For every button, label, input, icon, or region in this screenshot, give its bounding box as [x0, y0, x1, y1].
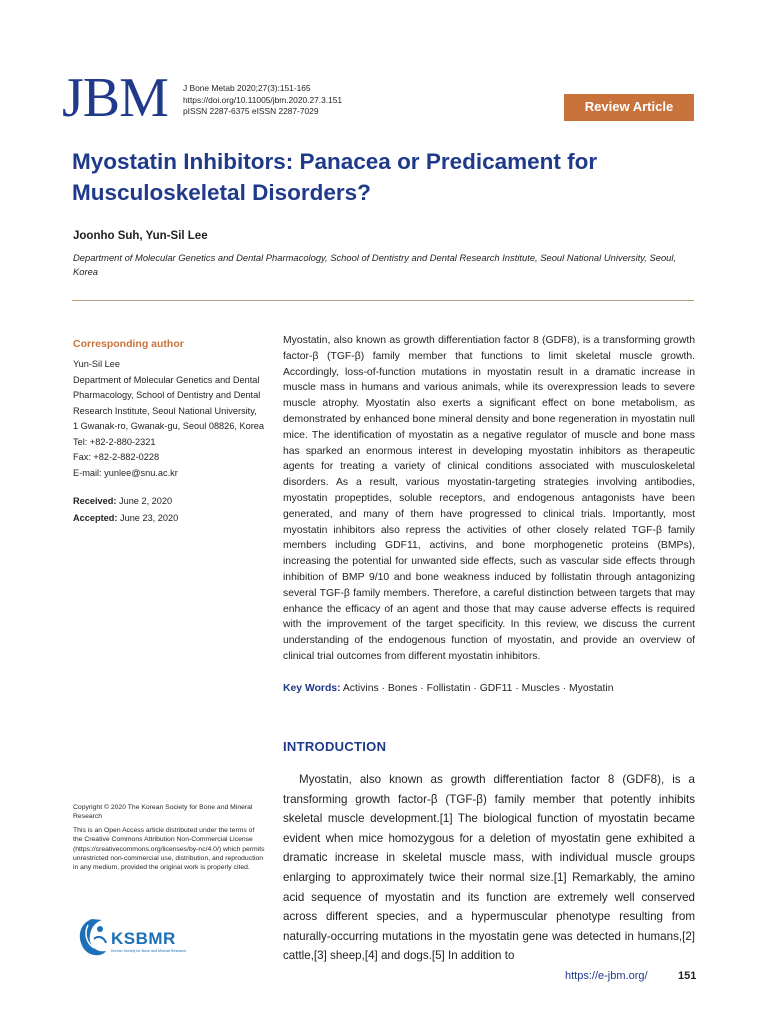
- corr-line: 1 Gwanak-ro, Gwanak-gu, Seoul 08826, Korea: [73, 421, 265, 431]
- accepted-date: [73, 513, 178, 523]
- abstract-text: Myostatin, also known as growth differentiation factor 8 (GDF8), is a transforming growth factor-β (TGF-β) family member that functions to limit skeletal muscle growth. Accordingly, loss-of-function mutations in myostatin result in a dramatic increase in muscle mass in humans and various animals, while its overexpression leads to severe muscle atrophy. Myostatin also exerts a significant effect on bone metabolism, as demonstrated by enhanced bone mineral density and bone regeneration in myostatin null mice. The identification of myostatin as a negative regulator of muscle and bone mass has sparked an enormous interest in developing myostatin inhibitors as therapeutic agents for treating a variety of clinical conditions associated with musculoskeletal disorders. As a result, various myostatin-targeting strategies involving antibodies, myostatin propeptides, soluble receptors, and endogenous antagonists have been generated, and many of them have progressed to clinical trials. Importantly, most myostatin inhibitors also repress the activities of other closely related TGF-β family members including GDF11, activins, and bone morphogenetic proteins (BMPs), increasing the potential for unwanted side effects, such as vascular side effects through inhibition of BMP 9/10 and bone weakness induced by follistatin through antagonizing several TGF-β family members. Therefore, a careful distinction between targets that may enhance the efficacy of an agent and those that may cause adverse effects is required with the improvement of the target specificity. In this review, we discuss the current understanding of the endogenous function of myostatin, and provide an overview of clinical trial outcomes from different myostatin inhibitors.: [283, 335, 695, 662]
- copyright-line: Copyright © 2020 The Korean Society for Bone and Mineral Research: [73, 804, 253, 821]
- corr-line: Research Institute, Seoul National University,: [73, 405, 257, 416]
- article-authors: Joonho Suh, Yun-Sil Lee: [73, 230, 208, 242]
- accepted-value: June 23, 2020: [119, 513, 179, 523]
- ksbmr-logo-subtext: Korean Society for Bone and Mineral Research: [111, 949, 187, 953]
- journal-doi[interactable]: https://doi.org/10.11005/jbm.2020.27.3.151: [183, 94, 343, 105]
- introduction-text: Myostatin, also known as growth differentiation factor 8 (GDF8), is a transforming growth factor-β (TGF-β) family member that potently inhibits skeletal muscle development.[1] The biological function of myostatin became evident when mice homozygous for a deletion of myostatin gene exhibited a dramatic increase in skeletal muscle mass, with individual muscle groups enlarging to approximately twice their normal size.[1] Remarkably, the amino acid sequence of myostatin and its function are extremely well conserved across different species, and a hypermuscular phenotype resulting from naturally-occurring mutations in the myostatin gene was detected in humans,[2] cattle,[3] sheep,[4] and dogs.[5] In addition to: [283, 773, 695, 963]
- corresponding-author-heading: Corresponding author: [73, 338, 184, 350]
- footer-url-link[interactable]: https://e-jbm.org/: [565, 970, 648, 982]
- corr-line: Yun-Sil Lee: [73, 359, 120, 369]
- journal-logo: JBM: [62, 67, 168, 129]
- accepted-label: Accepted:: [73, 513, 118, 523]
- article-affiliation: Department of Molecular Genetics and Dental Pharmacology, School of Dentistry and Dental Research Institute, Seoul National University, Seoul, Korea: [73, 252, 677, 277]
- corr-line: Department of Molecular Genetics and Dental: [73, 374, 260, 385]
- received-date: [73, 496, 172, 506]
- badge-underline: [564, 120, 694, 121]
- keywords-label: Key Words:: [283, 683, 341, 694]
- article-title: Myostatin Inhibitors: Panacea or Predicament for Musculoskeletal Disorders?: [72, 149, 598, 205]
- page-number: 151: [678, 970, 697, 982]
- corr-line: Pharmacology, School of Dentistry and Dental: [73, 390, 261, 400]
- received-value: June 2, 2020: [118, 496, 173, 506]
- license-text: This is an Open Access article distributed under the terms of the Creative Commons Attribution Non-Commercial License (https://creativecommons.org/licenses/by-nc/4.0/) which permits unrestricted non-commercial use, distribution, and reproduction in any medium, provided the original work is properly cited.: [73, 826, 265, 872]
- introduction-heading: INTRODUCTION: [283, 739, 387, 754]
- article-type-badge: Review Article: [564, 94, 694, 120]
- keywords-list: Activins · Bones · Follistatin · GDF11 · Muscles · Myostatin: [342, 683, 614, 694]
- header-divider: [72, 300, 694, 301]
- journal-info: [183, 83, 342, 118]
- keywords: [283, 683, 613, 694]
- journal-issn: pISSN 2287-6375 eISSN 2287-7029: [183, 106, 319, 116]
- copyright-block: [73, 803, 265, 873]
- corr-line: Fax: +82-2-882-0228: [73, 452, 160, 462]
- corr-line: Tel: +82-2-880-2321: [73, 436, 156, 447]
- corr-email[interactable]: E-mail: yunlee@snu.ac.kr: [73, 467, 178, 478]
- journal-citation: J Bone Metab 2020;27(3):151-165: [183, 83, 311, 93]
- received-label: Received:: [73, 496, 117, 506]
- ksbmr-logo-text: KSBMR: [111, 929, 176, 948]
- corresponding-author-details: [73, 357, 265, 481]
